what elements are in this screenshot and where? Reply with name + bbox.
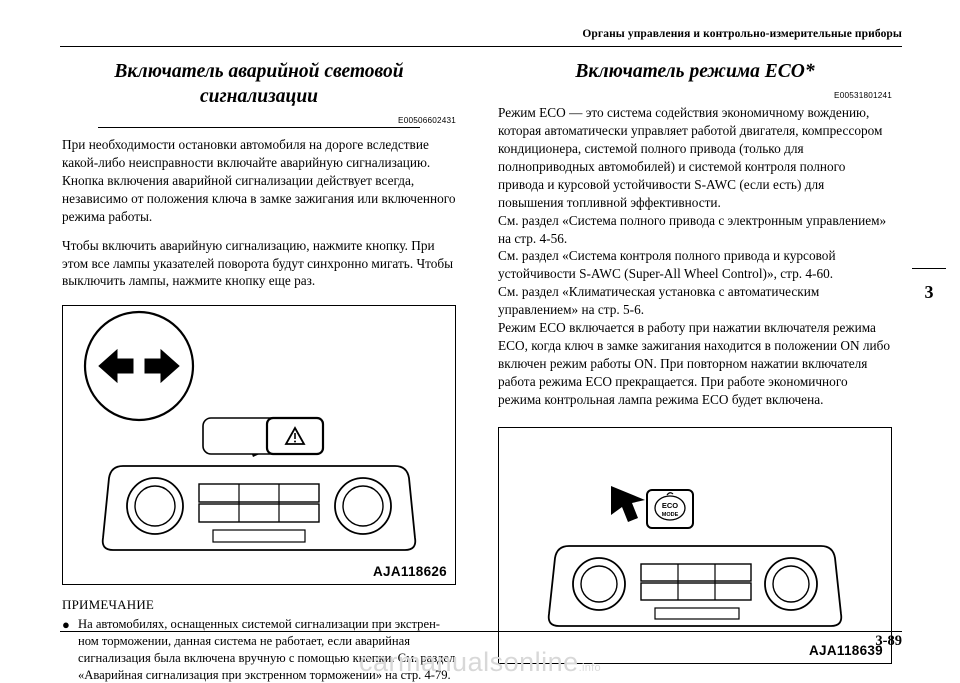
right-paragraph-1: Режим ECO — это система содействия экономичному вождению, которая автоматически управляет работой двигателя, компрессором кондиционера, системой полного привода (только для полноприводных автомобилей) и системой контроля полного привода и курсовой устойчивости S-AWC (если есть) для повышения топливной эффективности. [498, 104, 883, 210]
left-figure-code: AJA118626 [372, 564, 447, 580]
watermark-text: carmanualsonline [359, 647, 579, 677]
left-doc-code: E00506602431 [398, 115, 456, 125]
right-paragraph-4: См. раздел «Климатическая установка с автоматическим управлением» на стр. 5-6. [498, 284, 820, 318]
note-heading: ПРИМЕЧАНИЕ [62, 597, 155, 613]
header-divider [60, 46, 902, 47]
left-title-divider [98, 127, 420, 128]
left-column [62, 56, 456, 683]
hazard-switch-illustration [63, 306, 455, 584]
note-text: На автомобилях, оснащенных системой сигнализации при экстрен-ном торможении, данная система не работает, если аварийная сигнализация была включена вручную с помощью кнопки. См. раздел «Аварийная сигнализация при экстренном торможении» на стр. 4-79. [78, 617, 456, 682]
svg-text:ECO: ECO [661, 500, 679, 510]
footer-divider [60, 631, 902, 632]
left-section-title-line1: Включатель аварийной световой [114, 61, 404, 82]
chapter-tab-divider [912, 268, 946, 269]
watermark-suffix: .info [578, 662, 601, 674]
right-doc-code: E00531801241 [834, 90, 892, 100]
left-section-title [62, 60, 456, 110]
page-number: 3-89 [875, 633, 902, 649]
hazard-switch-figure [62, 305, 456, 585]
watermark [0, 647, 960, 678]
right-paragraph-3: См. раздел «Система контроля полного привода и курсовой устойчивости S-AWC (Super-All Wheel Control)», стр. 4-60. [498, 248, 836, 282]
right-column [498, 56, 892, 664]
right-figure-code: AJA118639 [808, 642, 883, 658]
left-paragraph-1: При необходимости остановки автомобиля на дороге вследствие какой-либо неисправности включайте аварийную сигнализацию. Кнопка включения аварийной сигнализации действует всегда, независимо от положения ключа в замке зажигания или включенного режима работы. [62, 136, 456, 224]
right-paragraph-5: Режим ECO включается в работу при нажатии включателя режима ECO, когда ключ в замке зажигания находится в положении ON либо включен режим работы ON. При повторном нажатии включателя работа режима ECO прекращается. При работе экономичного режима контрольная лампа режима ECO будет включена. [498, 320, 891, 407]
right-section-title: Включатель режима ECO* [575, 61, 815, 82]
eco-switch-figure [498, 427, 892, 664]
chapter-tab: 3 [924, 282, 934, 302]
right-paragraph-2: См. раздел «Система полного привода с электронным управлением» на стр. 4-56. [498, 212, 887, 246]
page-header: Органы управления и контрольно-измерительные приборы [582, 28, 902, 40]
left-section-title-line2: сигнализации [199, 85, 319, 107]
svg-text:MODE: MODE [661, 511, 679, 518]
note-bullet-icon: ● [62, 617, 70, 633]
eco-switch-illustration [499, 428, 891, 663]
eco-callout-arrow [611, 486, 645, 522]
left-paragraph-2: Чтобы включить аварийную сигнализацию, нажмите кнопку. При этом все лампы указателей поворота будут синхронно мигать. Чтобы выключить лампы, нажмите кнопку еще раз. [62, 237, 454, 289]
